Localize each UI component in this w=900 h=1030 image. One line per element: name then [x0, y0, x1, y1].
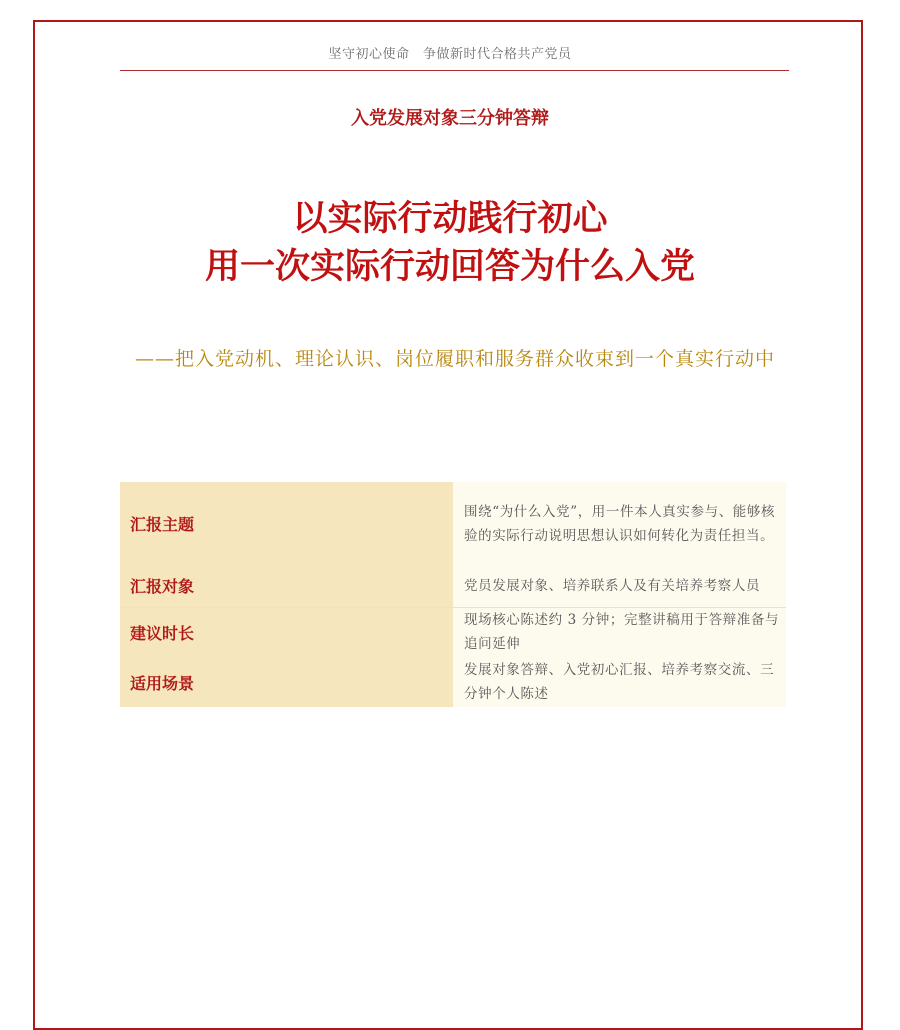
table-row — [120, 607, 786, 657]
page-title — [0, 195, 900, 291]
row-label: 汇报主题 — [120, 482, 453, 565]
row-label: 适用场景 — [120, 657, 453, 707]
row-value: 党员发展对象、培养联系人及有关培养考察人员 — [453, 565, 786, 607]
info-table — [120, 482, 786, 707]
header-motto: 坚守初心使命 争做新时代合格共产党员 — [328, 47, 572, 62]
document-label: 入党发展对象三分钟答辩 — [351, 108, 549, 129]
row-label: 建议时长 — [120, 607, 453, 657]
table-row — [120, 657, 786, 707]
title-line-2: 用一次实际行动回答为什么入党 — [204, 247, 695, 287]
title-line-1: 以实际行动践行初心 — [292, 199, 608, 239]
table-row — [120, 482, 786, 565]
row-value: 围绕“为什么入党”，用一件本人真实参与、能够核验的实际行动说明思想认识如何转化为责任担当。 — [453, 482, 786, 565]
row-label: 汇报对象 — [120, 565, 453, 607]
row-value: 现场核心陈述约 3 分钟；完整讲稿用于答辩准备与追问延伸 — [453, 607, 786, 657]
subtitle: ——把入党动机、理论认识、岗位履职和服务群众收束到一个真实行动中 — [134, 348, 775, 370]
row-value: 发展对象答辩、入党初心汇报、培养考察交流、三分钟个人陈述 — [453, 657, 786, 707]
table-row — [120, 565, 786, 607]
header-divider — [120, 70, 789, 71]
